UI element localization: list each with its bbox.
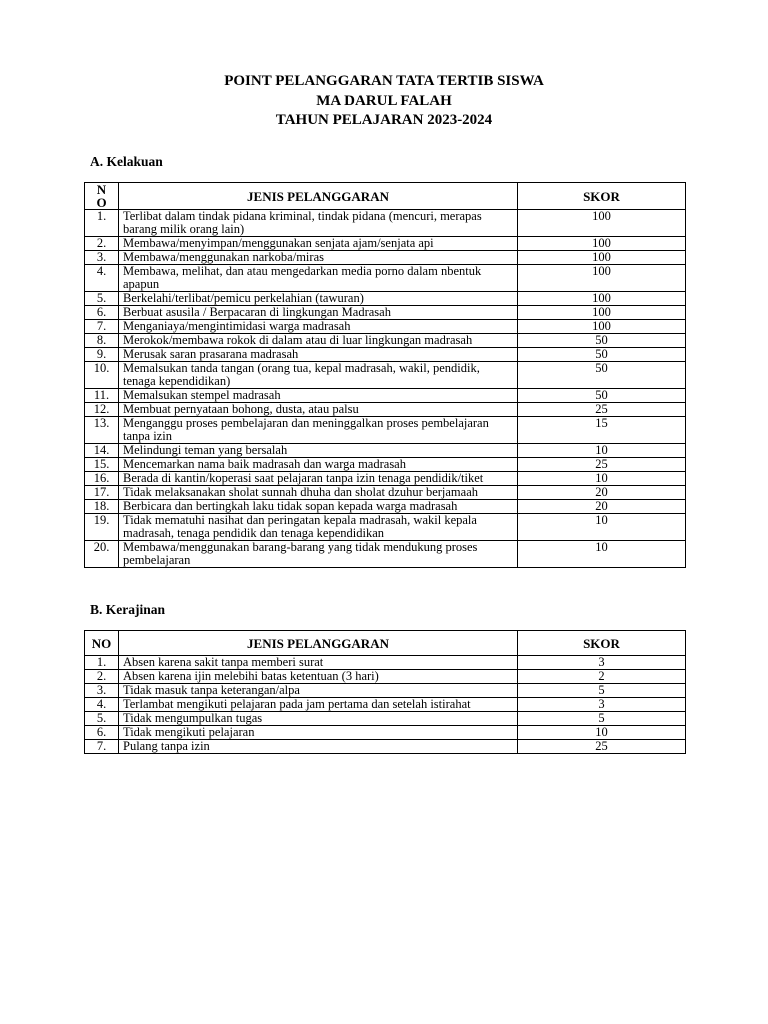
table-row xyxy=(85,334,686,348)
table-row xyxy=(85,541,686,568)
row-jenis: Berada di kantin/koperasi saat pelajaran tanpa izin tenaga pendidik/tiket xyxy=(119,472,518,486)
table-row xyxy=(85,210,686,237)
row-jenis: Pulang tanpa izin xyxy=(119,740,518,754)
row-skor: 10 xyxy=(518,514,686,541)
row-jenis: Merusak saran prasarana madrasah xyxy=(119,348,518,362)
row-jenis: Tidak mengumpulkan tugas xyxy=(119,712,518,726)
row-jenis: Terlambat mengikuti pelajaran pada jam pertama dan setelah istirahat xyxy=(119,698,518,712)
row-jenis: Memalsukan tanda tangan (orang tua, kepal madrasah, wakil, pendidik, tenaga kependidikan) xyxy=(119,362,518,389)
row-no: 16. xyxy=(85,472,119,486)
row-jenis: Absen karena sakit tanpa memberi surat xyxy=(119,656,518,670)
table-row xyxy=(85,237,686,251)
row-no: 13. xyxy=(85,417,119,444)
row-jenis: Terlibat dalam tindak pidana kriminal, tindak pidana (mencuri, merapas barang milik orang lain) xyxy=(119,210,518,237)
row-jenis: Mencemarkan nama baik madrasah dan warga madrasah xyxy=(119,458,518,472)
table-row xyxy=(85,265,686,292)
row-no: 19. xyxy=(85,514,119,541)
row-skor: 50 xyxy=(518,334,686,348)
table-row xyxy=(85,292,686,306)
row-no: 3. xyxy=(85,684,119,698)
row-skor: 100 xyxy=(518,292,686,306)
row-skor: 10 xyxy=(518,541,686,568)
row-no: 2. xyxy=(85,670,119,684)
header-skor: SKOR xyxy=(518,183,686,210)
table-row xyxy=(85,712,686,726)
row-skor: 20 xyxy=(518,486,686,500)
header-jenis: JENIS PELANGGARAN xyxy=(119,183,518,210)
row-no: 20. xyxy=(85,541,119,568)
table-row xyxy=(85,656,686,670)
table-row xyxy=(85,403,686,417)
row-no: 12. xyxy=(85,403,119,417)
table-row xyxy=(85,320,686,334)
row-no: 4. xyxy=(85,265,119,292)
header-no: N O xyxy=(85,183,119,210)
kelakuan-table-body xyxy=(85,210,686,568)
kerajinan-table xyxy=(84,630,686,754)
row-skor: 25 xyxy=(518,458,686,472)
row-jenis: Membawa/menyimpan/menggunakan senjata ajam/senjata api xyxy=(119,237,518,251)
row-no: 1. xyxy=(85,656,119,670)
table-row xyxy=(85,389,686,403)
row-skor: 10 xyxy=(518,472,686,486)
row-no: 10. xyxy=(85,362,119,389)
row-jenis: Menganiaya/mengintimidasi warga madrasah xyxy=(119,320,518,334)
header-skor: SKOR xyxy=(518,631,686,656)
section-b-heading: B. Kerajinan xyxy=(90,602,166,617)
table-row xyxy=(85,740,686,754)
table-row xyxy=(85,514,686,541)
row-skor: 100 xyxy=(518,210,686,237)
table-row xyxy=(85,417,686,444)
table-row xyxy=(85,306,686,320)
table-row xyxy=(85,444,686,458)
table-row xyxy=(85,348,686,362)
table-row xyxy=(85,500,686,514)
row-no: 11. xyxy=(85,389,119,403)
section-a-heading: A. Kelakuan xyxy=(90,154,163,169)
table-row xyxy=(85,486,686,500)
row-skor: 100 xyxy=(518,265,686,292)
row-skor: 2 xyxy=(518,670,686,684)
header-jenis: JENIS PELANGGARAN xyxy=(119,631,518,656)
kelakuan-table xyxy=(84,182,686,568)
row-no: 7. xyxy=(85,320,119,334)
document-title xyxy=(0,72,768,131)
row-skor: 20 xyxy=(518,500,686,514)
row-no: 8. xyxy=(85,334,119,348)
table-row xyxy=(85,362,686,389)
row-skor: 50 xyxy=(518,348,686,362)
row-jenis: Melindungi teman yang bersalah xyxy=(119,444,518,458)
title-line-2: MA DARUL FALAH xyxy=(316,92,452,109)
row-no: 5. xyxy=(85,712,119,726)
table-header-row xyxy=(85,183,686,210)
title-line-3: TAHUN PELAJARAN 2023-2024 xyxy=(275,112,493,128)
row-skor: 100 xyxy=(518,237,686,251)
row-jenis: Membawa/menggunakan narkoba/miras xyxy=(119,251,518,265)
row-jenis: Menganggu proses pembelajaran dan meninggalkan proses pembelajaran tanpa izin xyxy=(119,417,518,444)
row-skor: 3 xyxy=(518,656,686,670)
table-row xyxy=(85,726,686,740)
row-jenis: Berbicara dan bertingkah laku tidak sopan kepada warga madrasah xyxy=(119,500,518,514)
row-no: 9. xyxy=(85,348,119,362)
row-jenis: Membawa, melihat, dan atau mengedarkan media porno dalam nbentuk apapun xyxy=(119,265,518,292)
row-skor: 5 xyxy=(518,684,686,698)
row-skor: 25 xyxy=(518,403,686,417)
row-no: 5. xyxy=(85,292,119,306)
row-skor: 3 xyxy=(518,698,686,712)
row-jenis: Tidak mematuhi nasihat dan peringatan kepala madrasah, wakil kepala madrasah, tenaga pendidik dan tenaga kependidikan xyxy=(119,514,518,541)
row-no: 6. xyxy=(85,306,119,320)
row-skor: 10 xyxy=(518,726,686,740)
table-row xyxy=(85,670,686,684)
row-skor: 25 xyxy=(518,740,686,754)
row-jenis: Tidak mengikuti pelajaran xyxy=(119,726,518,740)
row-skor: 5 xyxy=(518,712,686,726)
header-no: NO xyxy=(85,631,119,656)
row-jenis: Membawa/menggunakan barang-barang yang tidak mendukung proses pembelajaran xyxy=(119,541,518,568)
kerajinan-table-body xyxy=(85,656,686,754)
row-skor: 50 xyxy=(518,389,686,403)
row-jenis: Merokok/membawa rokok di dalam atau di luar lingkungan madrasah xyxy=(119,334,518,348)
row-jenis: Absen karena ijin melebihi batas ketentuan (3 hari) xyxy=(119,670,518,684)
table-row xyxy=(85,458,686,472)
row-jenis: Memalsukan stempel madrasah xyxy=(119,389,518,403)
row-jenis: Berbuat asusila / Berpacaran di lingkungan Madrasah xyxy=(119,306,518,320)
row-jenis: Tidak masuk tanpa keterangan/alpa xyxy=(119,684,518,698)
row-jenis: Membuat pernyataan bohong, dusta, atau palsu xyxy=(119,403,518,417)
row-no: 4. xyxy=(85,698,119,712)
row-no: 2. xyxy=(85,237,119,251)
row-no: 3. xyxy=(85,251,119,265)
row-no: 15. xyxy=(85,458,119,472)
row-skor: 100 xyxy=(518,306,686,320)
row-skor: 15 xyxy=(518,417,686,444)
row-no: 6. xyxy=(85,726,119,740)
row-jenis: Tidak melaksanakan sholat sunnah dhuha dan sholat dzuhur berjamaah xyxy=(119,486,518,500)
row-skor: 50 xyxy=(518,362,686,389)
table-row xyxy=(85,472,686,486)
row-no: 18. xyxy=(85,500,119,514)
table-row xyxy=(85,698,686,712)
row-skor: 100 xyxy=(518,320,686,334)
row-skor: 100 xyxy=(518,251,686,265)
table-row xyxy=(85,251,686,265)
table-header-row xyxy=(85,631,686,656)
row-no: 7. xyxy=(85,740,119,754)
row-no: 14. xyxy=(85,444,119,458)
row-no: 17. xyxy=(85,486,119,500)
row-jenis: Berkelahi/terlibat/pemicu perkelahian (tawuran) xyxy=(119,292,518,306)
table-row xyxy=(85,684,686,698)
title-line-1: POINT PELANGGARAN TATA TERTIB SISWA xyxy=(224,73,544,89)
row-skor: 10 xyxy=(518,444,686,458)
row-no: 1. xyxy=(85,210,119,237)
